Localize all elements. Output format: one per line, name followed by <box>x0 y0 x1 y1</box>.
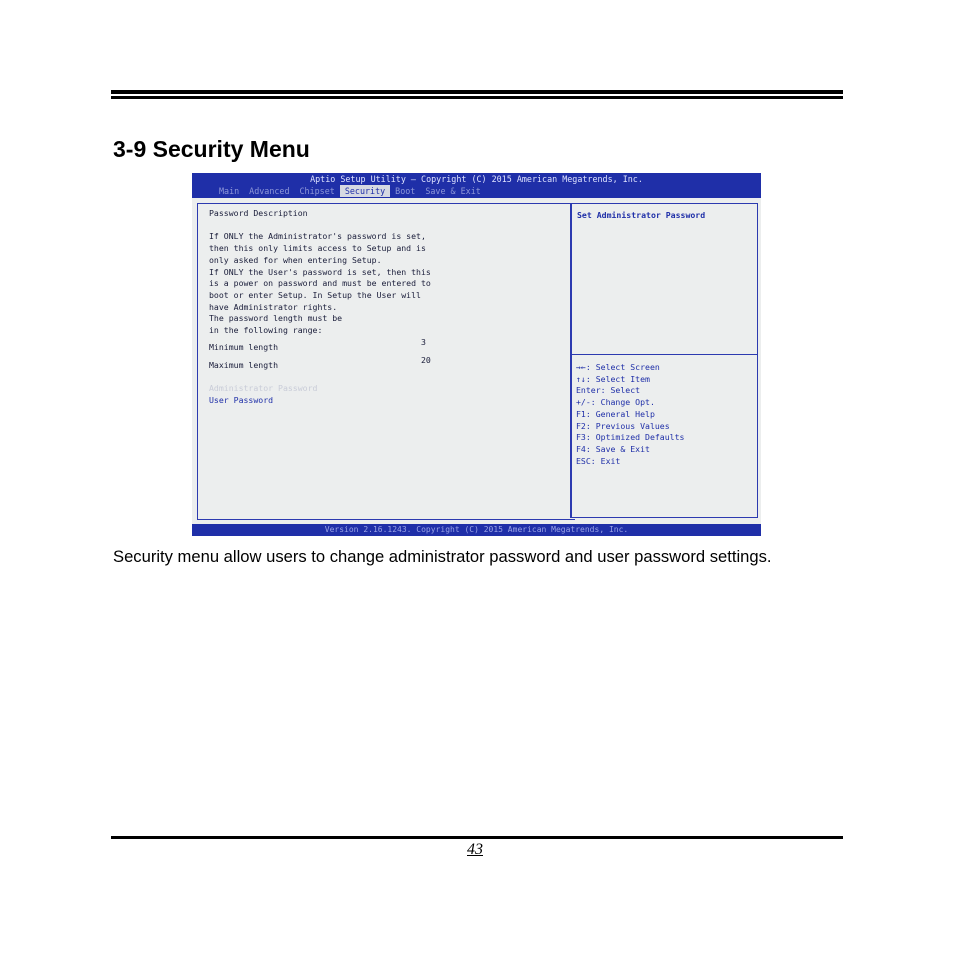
max-length-label: Maximum length <box>209 359 279 370</box>
tab-boot[interactable]: Boot <box>395 186 416 196</box>
bios-title-bar <box>192 173 761 198</box>
administrator-password-item[interactable]: Administrator Password <box>209 383 318 393</box>
page-number: 43 <box>467 841 483 858</box>
tab-security[interactable]: Security <box>340 185 390 197</box>
description-line: is a power on password and must be entered to <box>209 278 431 289</box>
description-line <box>209 220 431 232</box>
key-help-line: Enter: Select <box>576 385 641 396</box>
description-line: have Administrator rights. <box>209 301 338 312</box>
help-divider <box>572 354 757 355</box>
section-title: 3-9 Security Menu <box>113 136 310 162</box>
min-length-row <box>209 337 431 355</box>
description-line: The password length must be <box>209 313 343 324</box>
tab-advanced[interactable]: Advanced <box>249 186 290 196</box>
min-length-label: Minimum length <box>209 341 279 352</box>
min-length-value: 3 <box>421 336 426 347</box>
password-description <box>209 208 431 373</box>
description-line: If ONLY the User's password is set, then this <box>209 266 431 277</box>
key-help-line: F2: Previous Values <box>576 420 670 431</box>
max-length-row <box>209 355 431 373</box>
bios-tab-bar <box>214 185 486 197</box>
help-title: Set Administrator Password <box>577 210 706 220</box>
bios-title: Aptio Setup Utility – Copyright (C) 2015 American Megatrends, Inc. <box>310 174 643 184</box>
key-help-line: F4: Save & Exit <box>576 443 650 454</box>
password-menu <box>209 383 317 406</box>
bios-help-panel <box>570 203 758 518</box>
key-help-line: →←: Select Screen <box>576 362 660 372</box>
bios-version-bar: Version 2.16.1243. Copyright (C) 2015 American Megatrends, Inc. <box>192 524 761 536</box>
key-help-line: +/-: Change Opt. <box>576 397 655 408</box>
tab-main[interactable]: Main <box>219 186 240 196</box>
key-help-line: F1: General Help <box>576 408 655 419</box>
key-help-list <box>576 362 684 467</box>
header-rule-top <box>111 90 843 94</box>
description-line: Password Description <box>209 208 308 218</box>
description-line: then this only limits access to Setup and is <box>209 243 426 254</box>
footer-rule <box>111 836 843 839</box>
description-line: in the following range: <box>209 325 323 336</box>
tab-chipset[interactable]: Chipset <box>299 186 335 196</box>
user-password-item[interactable]: User Password <box>209 394 274 405</box>
description-line: boot or enter Setup. In Setup the User will <box>209 289 421 300</box>
key-help-line: ESC: Exit <box>576 455 621 466</box>
key-help-line: ↑↓: Select Item <box>576 373 650 384</box>
header-rule-bottom <box>111 96 843 99</box>
body-paragraph: Security menu allow users to change administrator password and user password settings. <box>113 547 772 566</box>
bios-screenshot <box>192 173 761 536</box>
key-help-line: F3: Optimized Defaults <box>576 432 685 443</box>
tab-save-exit[interactable]: Save & Exit <box>425 186 481 196</box>
description-line: If ONLY the Administrator's password is set, <box>209 231 426 242</box>
max-length-value: 20 <box>421 354 431 365</box>
description-line: only asked for when entering Setup. <box>209 254 382 265</box>
